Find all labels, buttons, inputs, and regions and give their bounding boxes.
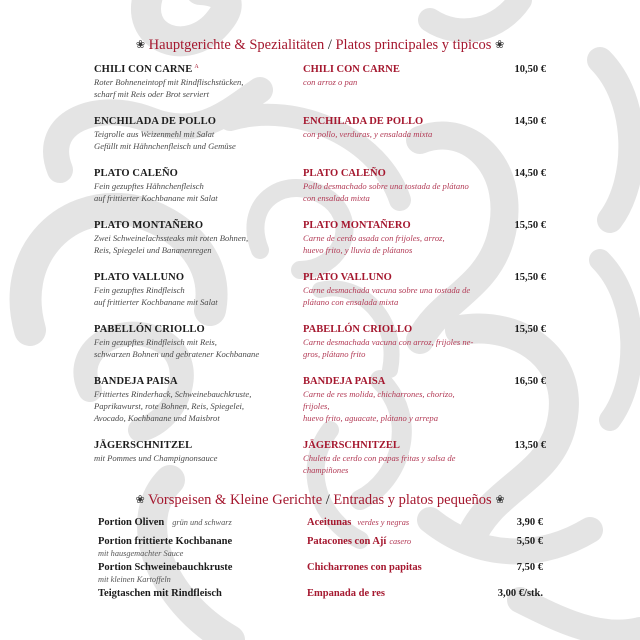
description-line: scharf mit Reis oder Brot serviert xyxy=(94,88,209,99)
description-line: gros, plátano frito xyxy=(303,348,366,359)
starters-title-de: Vorspeisen & Kleine Gerichte xyxy=(148,492,323,508)
starter-name-es xyxy=(307,517,409,528)
starter-price: 5,50 € xyxy=(516,536,543,547)
dish-description-de xyxy=(94,285,294,309)
description-line: Reis, Spiegelei und Bananenregen xyxy=(94,244,212,255)
description-line: Paprikawurst, rote Bohnen, Reis, Spiegelei, xyxy=(94,400,245,411)
dish-price: 14,50 € xyxy=(514,116,546,127)
starter-name-es-text: Empanada de res xyxy=(307,588,385,599)
dish-name-de-text: BANDEJA PAISA xyxy=(94,376,178,387)
starter-name-es-text: Chicharrones con papitas xyxy=(307,562,422,573)
dish-description-de xyxy=(94,77,294,101)
main-title-de: Hauptgerichte & Spezialitäten xyxy=(148,37,325,53)
description-line: auf frittierter Kochbanane mit Salat xyxy=(94,296,218,307)
starter-name-de xyxy=(98,588,222,599)
description-line: huevo frito, y lluvia de plátanos xyxy=(303,244,413,255)
starter-subtitle-de: mit kleinen Kartoffeln xyxy=(98,575,171,584)
starter-name-es xyxy=(307,562,422,573)
title-separator: / xyxy=(325,492,330,508)
starter-name-es xyxy=(307,588,385,599)
title-separator: / xyxy=(327,37,332,53)
starter-name-de-text: Teigtaschen mit Rindfleisch xyxy=(98,588,222,599)
description-line: Frittiertes Rinderhack, Schweinebauchkruste, xyxy=(94,389,252,399)
main-section-title xyxy=(0,37,640,54)
starters-section-title xyxy=(0,492,640,509)
dish-description-de xyxy=(94,181,294,205)
dish-name-de xyxy=(94,440,192,451)
starter-name-es-text: Patacones con Ají xyxy=(307,536,387,547)
description-line: Carne desmachada vacuna sobre una tostada de xyxy=(303,285,471,295)
dish-name-de-text: PABELLÓN CRIOLLO xyxy=(94,324,205,335)
dish-price: 16,50 € xyxy=(514,376,546,387)
dish-name-de-text: JÄGERSCHNITZEL xyxy=(94,440,193,451)
dish-name-de xyxy=(94,116,216,127)
description-line: Carne de cerdo asada con frijoles, arroz, xyxy=(303,233,445,243)
dish-name-de-text: PLATO CALEÑO xyxy=(94,168,178,179)
description-line: Fein gezupftes Rindfleisch xyxy=(94,285,185,295)
dish-price: 10,50 € xyxy=(514,64,546,75)
starter-name-de-text: Portion Schweinebauchkruste xyxy=(98,562,233,573)
description-line: Roter Bohneneintopf mit Rindflischstücken, xyxy=(94,77,244,87)
starter-price: 3,90 € xyxy=(516,517,543,528)
starter-name-es-text: Aceitunas xyxy=(307,517,352,528)
starter-name-es xyxy=(307,536,411,547)
dish-price: 15,50 € xyxy=(514,324,546,335)
dish-description-de xyxy=(94,129,294,153)
description-line: schwarzen Bohnen und gebratener Kochbanane xyxy=(94,348,260,359)
dish-description-es xyxy=(303,181,483,205)
starter-note-es: verdes y negras xyxy=(357,518,410,527)
starter-name-de xyxy=(98,562,232,573)
dish-name-de xyxy=(94,64,199,75)
dish-description-es xyxy=(303,453,483,477)
dish-name-de xyxy=(94,376,178,387)
dish-price: 13,50 € xyxy=(514,440,546,451)
dish-name-de-text: CHILI CON CARNE xyxy=(94,64,193,75)
dish-name-de xyxy=(94,272,184,283)
dish-name-es: PLATO MONTAÑERO xyxy=(303,220,411,231)
dish-name-es: CHILI CON CARNE xyxy=(303,64,400,75)
description-line: Fein gezupftes Hähnchenfleisch xyxy=(94,181,204,191)
starter-name-de xyxy=(98,517,232,528)
description-line: auf frittierter Kochbanane mit Salat xyxy=(94,192,218,203)
dish-name-de xyxy=(94,324,205,335)
dish-name-es: PABELLÓN CRIOLLO xyxy=(303,324,413,335)
description-line: champiñones xyxy=(303,464,349,475)
dish-description-es xyxy=(303,389,483,424)
dish-description-es xyxy=(303,337,483,361)
dish-name-de-text: PLATO VALLUNO xyxy=(94,272,185,283)
description-line: con pollo, verduras, y ensalada mixta xyxy=(303,129,433,139)
description-line: Chuleta de cerdo con papas fritas y salsa de xyxy=(303,453,456,463)
description-line: Carne de res molida, chicharrones, chorizo, frijoles, xyxy=(303,389,455,411)
dish-description-es xyxy=(303,77,483,89)
dish-name-de-text: PLATO MONTAÑERO xyxy=(94,220,204,231)
flower-ornament-icon: ❀ xyxy=(135,494,145,506)
description-line: Carne desmachada vacuna con arroz, frijoles ne- xyxy=(303,337,474,347)
dish-name-de-text: ENCHILADA DE POLLO xyxy=(94,116,216,127)
dish-price: 15,50 € xyxy=(514,220,546,231)
dish-description-es xyxy=(303,233,483,257)
main-title-es: Platos principales y tipicos xyxy=(335,37,492,53)
dish-description-es xyxy=(303,285,483,309)
dish-name-de xyxy=(94,220,203,231)
description-line: Fein gezupftes Rindfleisch mit Reis, xyxy=(94,337,217,347)
dish-price: 14,50 € xyxy=(514,168,546,179)
allergen-marker: A xyxy=(194,64,199,70)
description-line: Gefüllt mit Hähnchenfleisch und Gemüse xyxy=(94,140,236,151)
flower-ornament-icon: ❀ xyxy=(494,39,505,51)
starter-price: 7,50 € xyxy=(516,562,543,573)
dish-description-de xyxy=(94,389,294,424)
flower-ornament-icon: ❀ xyxy=(135,39,146,51)
description-line: Pollo desmachado sobre una tostada de plátano xyxy=(303,181,469,191)
dish-name-es: JÄGERSCHNITZEL xyxy=(303,440,400,451)
description-line: mit Pommes und Champignonsauce xyxy=(94,453,218,463)
dish-name-es: BANDEJA PAISA xyxy=(303,376,386,387)
description-line: Avocado, Kochbanane und Maisbrot xyxy=(94,412,220,423)
flower-ornament-icon: ❀ xyxy=(495,494,505,506)
starter-name-de-text: Portion frittierte Kochbanane xyxy=(98,536,233,547)
description-line: Teigrolle aus Weizenmehl mit Salat xyxy=(94,129,215,139)
starter-subtitle-de: mit hausgemachter Sauce xyxy=(98,549,184,558)
starters-title-es: Entradas y platos pequeños xyxy=(333,492,492,508)
starter-note-es: casero xyxy=(389,537,412,546)
dish-description-de xyxy=(94,337,294,361)
description-line: con ensalada mixta xyxy=(303,192,370,203)
description-line: plátano con ensalada mixta xyxy=(303,296,399,307)
starter-price: 3,00 €/stk. xyxy=(497,588,543,599)
description-line: huevo frito, aguacate, plátano y arrepa xyxy=(303,412,439,423)
description-line: Zwei Schweinelachssteaks mit roten Bohnen, xyxy=(94,233,249,243)
starter-name-de-text: Portion Oliven xyxy=(98,517,165,528)
starter-note-de: grün und schwarz xyxy=(172,518,232,527)
description-line: con arroz o pan xyxy=(303,77,358,87)
dish-name-es: PLATO CALEÑO xyxy=(303,168,386,179)
dish-description-es xyxy=(303,129,483,141)
dish-description-de xyxy=(94,233,294,257)
starter-name-de xyxy=(98,536,232,547)
dish-price: 15,50 € xyxy=(514,272,546,283)
dish-name-de xyxy=(94,168,178,179)
dish-name-es: ENCHILADA DE POLLO xyxy=(303,116,424,127)
dish-description-de xyxy=(94,453,294,465)
dish-name-es: PLATO VALLUNO xyxy=(303,272,392,283)
